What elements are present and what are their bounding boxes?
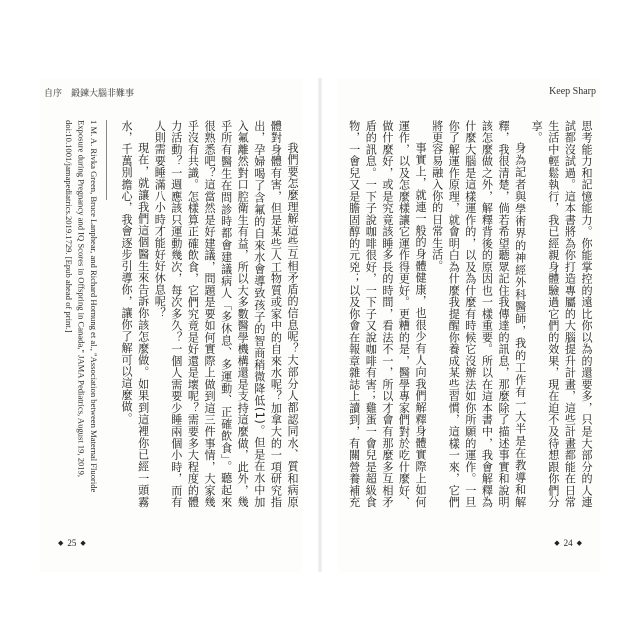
paragraph: 我們要怎麼理解這些互相矛盾的信息呢？大部分人都認同水、質和病原體對身體有害，但是某些人工物質或家中的自來水呢？加拿大的一項研究指出，孕婦喝了含氟的自來水會導致孩子的智商稍微降低(1)。但是在水中加入氟離然對口腔衛生有益，所以大多數醫學機構還是支持這麼做，此外，幾乎所有醫生在問診時都會建議病人「多休息、多運動、正確飲食」。聽起來很熟悉吧？這當然是好建議，問題是要如何實際上做到這三件事情，大家幾乎沒有共識。怎樣算正確飲食，它們究竟是好還是壞呢？需要多大程度的體力活動？一週應該只運動幾次，每次多久？一個人需要少睡兩個小時，而有人則需要睡滿八小時才能好好休息呢？: [153, 120, 299, 508]
page-number-left: [54, 538, 90, 548]
left-page-body: [114, 120, 300, 508]
diamond-icon: ◆: [576, 539, 582, 547]
diamond-icon: ◆: [80, 539, 86, 547]
footnote: [46, 120, 100, 508]
book-spine: [318, 78, 322, 572]
paragraph: 思考能力和記憶能力。你能掌控的遠比你以為的還要多，只是大部分的人連試都沒試過。這本書將為你打造專屬的大腦提升計畫，這些計畫都能在日常生活中輕鬆執行，我已經親身體驗過它們的效果，現在迫不及待想跟你們分享。: [530, 120, 593, 508]
right-page-body: [344, 120, 594, 508]
paragraph: 身為記者與學術界的神經外科醫師，我的工作有一大半是在教導和解釋，我很清楚，倘若希望聽眾記住我傳達的訊息，那麼除了描述事實和說明該怎麼做之外，解釋背後的原因也一樣重要。所以在這本書中，我會解釋為什麼大腦是這樣運作的，以及為什麼有時候它沒辦法如你所願的運作。一旦你了解運作原理，就會明白為什麼我提醒你養成某些習慣，這樣一來，它們將更容易融入你的日常生活。: [430, 120, 527, 508]
left-page: [40, 78, 302, 572]
page-number-value: 25: [67, 538, 77, 548]
page-number-right: [550, 538, 586, 548]
footnote-text: M. A. Rivka Green, Bruce Lanphear, and Richard Hornung et al., "Association between Maternal Fluoride Exposure during Pregnancy and IQ Scores in Offspring in Canada," JAMA Pediatrics, August 19, 2019, doi:10.1001/jamapediatrics.2019.1729. [Epub ahead of print.]: [64, 120, 99, 493]
paragraph: 事實上，就連一般的身體健康，也很少有人向我們解釋身體實際上如何運作，以及怎麼樣讓它運作得更好。更糟的是，醫學專家們對於吃什麼好、做什麼好，或是究竟該睡多長的時間，看法不一，所以才會有那麼多互相矛盾的訊息。一下子說咖啡很好，一下子又說咖啡有害；雞蛋一會兒是超級食物，一會兒又是膽固醇的元兇；以及你會在報章雜誌上讀到，有關營養補充: [347, 120, 428, 508]
diamond-icon: ◆: [58, 539, 64, 547]
right-page: [338, 78, 600, 572]
page-number-value: 24: [563, 538, 573, 548]
running-header-right: Keep Sharp: [549, 86, 596, 97]
running-header-left: 自序 鍛鍊大腦非難事: [44, 89, 135, 99]
paragraph: 現在，就讓我們這個醫生來告訴你該怎麼做。如果到這裡你已經一頭霧水，千萬別擔心，我會逐步引導你，讓你了解可以這麼做。: [120, 120, 150, 508]
diamond-icon: ◆: [554, 539, 560, 547]
footnote-rule: [106, 120, 107, 200]
footnote-number: 1: [89, 120, 99, 125]
